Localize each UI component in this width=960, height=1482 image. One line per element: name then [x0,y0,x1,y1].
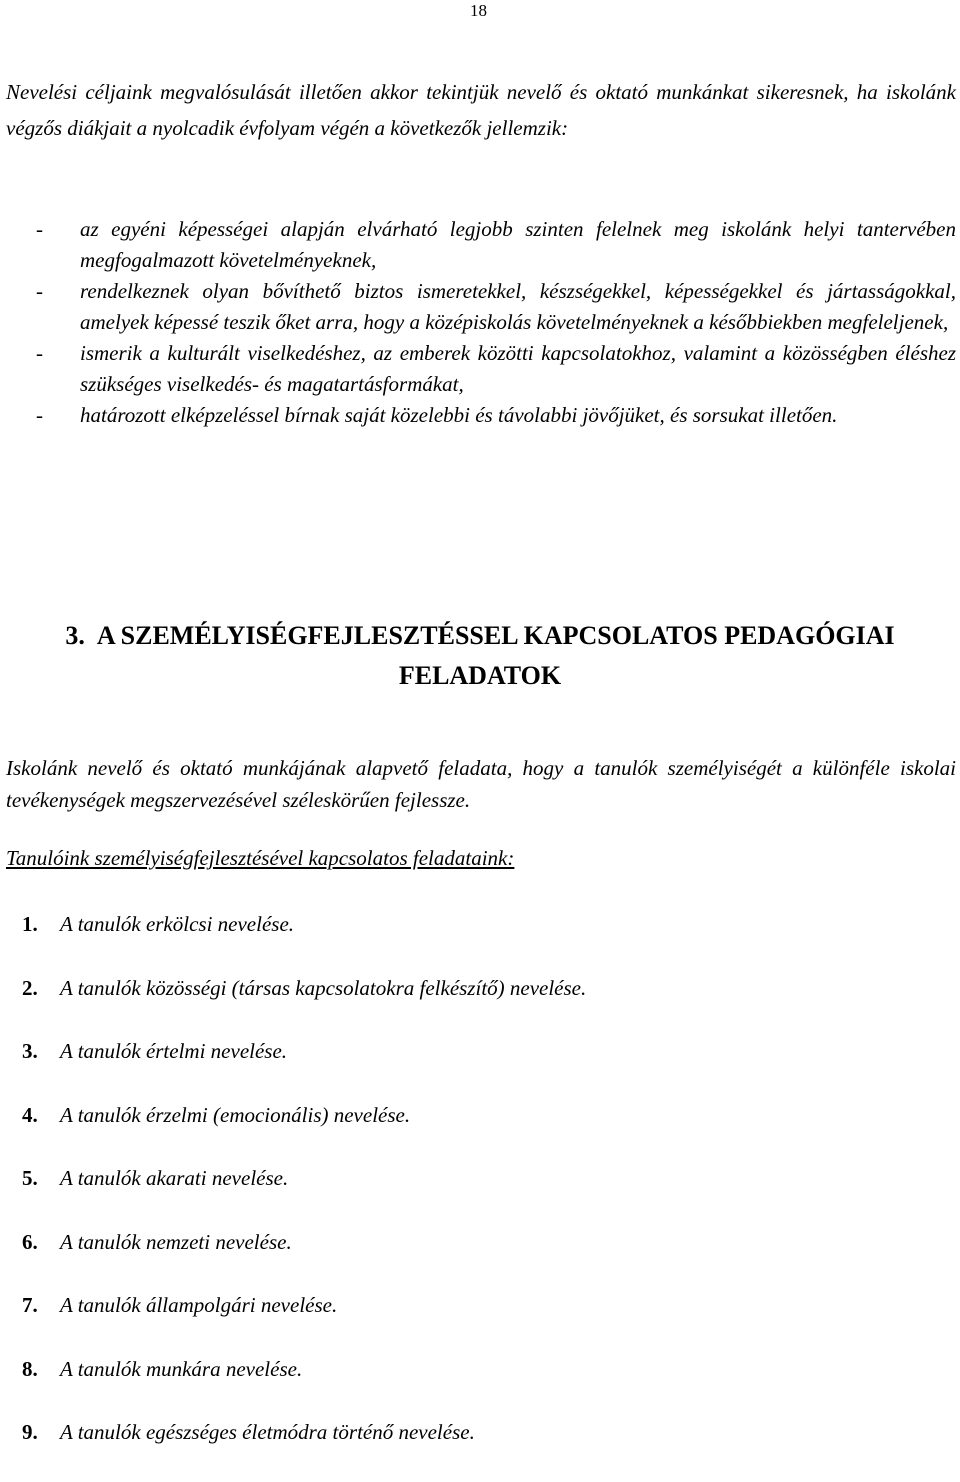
list-item [22,1037,922,1101]
task-text: A tanulók állampolgári nevelése. [60,1293,338,1317]
page-number: 18 [470,1,487,20]
list-item [36,400,956,431]
body-paragraph: Iskolánk nevelő és oktató munkájának alapvető feladata, hogy a tanulók személyiségét a különféle iskolai tevékenységek megszervezésével széleskörűen fejlessze. [6,756,956,812]
task-number: 7. [22,1293,38,1317]
task-text: A tanulók nemzeti nevelése. [60,1229,292,1254]
task-text: A tanulók erkölcsi nevelése. [60,912,295,936]
list-item-text: ismerik a kulturált viselkedéshez, az emberek közötti kapcsolatokhoz, valamint a közösségben éléshez szükséges viselkedés- és magatartásformákat, [80,341,956,396]
task-text: A tanulók akarati nevelése. [60,1166,289,1190]
task-number: 8. [22,1356,38,1381]
bullet-dash: - [36,217,43,241]
list-item [36,338,956,400]
list-item-text: határozott elképzeléssel bírnak saját közelebbi és távolabbi jövőjüket, és sorsukat illetően. [80,403,838,427]
intro-paragraph: Nevelési céljaink megvalósulását illetően akkor tekintjük nevelő és oktató munkánkat sikeresnek, ha iskolánk végzős diákjait a nyolcadik évfolyam végén a következők jellemzik: [6,80,956,140]
tasks-heading: Tanulóink személyiségfejlesztésével kapcsolatos feladataink: [6,846,515,870]
task-number: 9. [22,1420,38,1444]
list-item [36,276,956,338]
list-item [22,1291,922,1355]
task-text: A tanulók értelmi nevelése. [60,1039,288,1063]
list-item-text: az egyéni képességei alapján elvárható legjobb szinten felelnek meg iskolánk helyi tantervében megfogalmazott követelményeknek, [80,217,956,272]
section-heading [0,616,960,696]
list-item [22,1101,922,1165]
task-text: A tanulók egészséges életmódra történő nevelése. [60,1420,475,1444]
list-item [22,1228,922,1292]
bullet-dash: - [36,279,43,303]
task-number: 4. [22,1102,38,1127]
section-number: 3. [65,621,85,650]
list-item [22,1418,922,1482]
list-item [22,1164,922,1228]
list-item [22,974,922,1038]
task-number: 5. [22,1166,38,1190]
task-number: 6. [22,1229,38,1254]
section-title-line2: FELADATOK [398,661,562,690]
task-number: 1. [22,912,38,936]
task-number: 3. [22,1039,38,1063]
list-item [36,214,956,276]
task-text: A tanulók érzelmi (emocionális) nevelése. [60,1102,411,1127]
list-item [22,910,922,974]
list-item-text: rendelkeznek olyan bővíthető biztos ismeretekkel, készségekkel, képességekkel és jártasságokkal, amelyek képessé teszik őket arra, hogy a középiskolás követelményeknek a későbbiekben megfeleljenek, [80,279,956,334]
bullet-dash: - [36,341,43,365]
bullet-dash: - [36,403,43,427]
task-number: 2. [22,975,38,1000]
section-title-line1: A SZEMÉLYISÉGFEJLESZTÉSSEL KAPCSOLATOS PEDAGÓGIAI [96,621,895,650]
tasks-list [22,910,922,1482]
task-text: A tanulók közösségi (társas kapcsolatokra felkészítő) nevelése. [60,975,587,1000]
outcome-list [36,214,956,431]
task-text: A tanulók munkára nevelése. [60,1356,303,1381]
list-item [22,1355,922,1419]
